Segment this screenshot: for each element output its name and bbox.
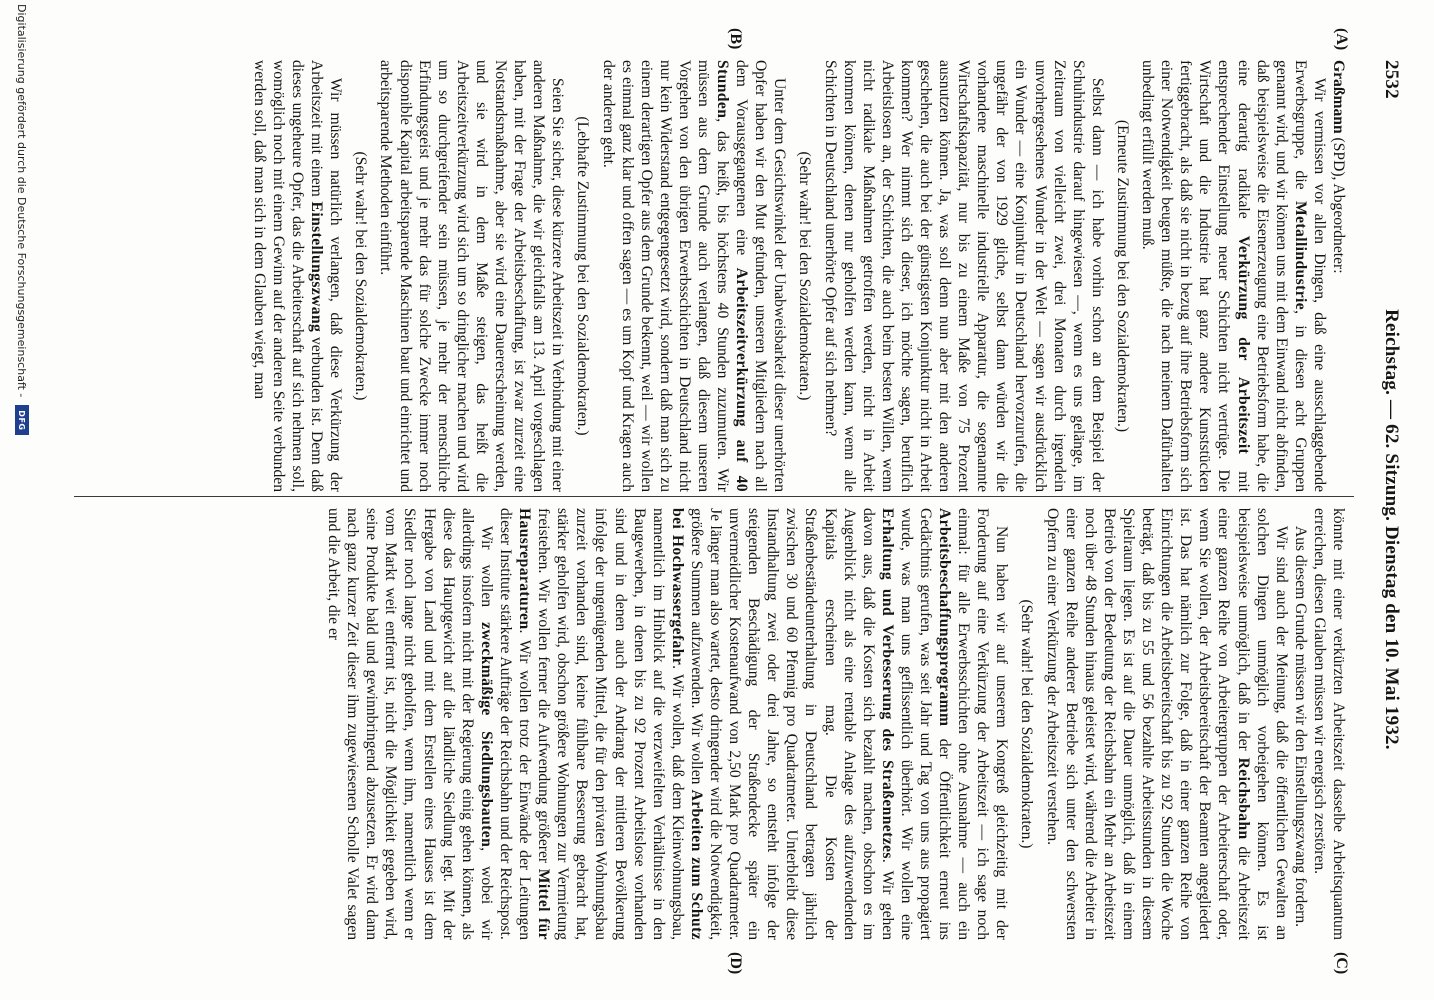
left-column: [98, 60, 1348, 492]
text-run: Wir wollen: [477, 526, 495, 623]
paragraph: [496, 508, 1012, 940]
text-run: Wir sind auch der Meinung, daß die öffentlichen Gewalten an solchen Dingen unmöglich vorbeigehen können. Es ist beispielsweise unmöglich, daß in der: [1234, 508, 1290, 940]
emphasis-text: Arbeitszeitverkürzung auf 40 Stunden: [714, 60, 751, 492]
column-divider: [74, 496, 1354, 497]
emphasis-text: Erhaltung und Verbesserung des Straßennetzes: [878, 508, 896, 859]
emphasis-text: Verkürzung der Arbeitszeit: [1234, 235, 1252, 455]
emphasis-text: Metallindustrie: [1291, 200, 1309, 311]
interjection: (Lebhafte Zustimmung bei den Sozialdemokraten.): [574, 116, 592, 436]
speaker-name: Graßmann: [1330, 60, 1347, 134]
digitization-footer: [10, 0, 34, 1000]
text-run: Wir müssen natürlich verlangen, daß diese Verkürzung der Arbeitszeit mit einem: [308, 60, 345, 492]
text-run: , das heißt, bis höchstens 40 Stunden zuzumuten. Wir müssen aus dem Grunde auch verlangen, daß diesem unseren Vorgehen von den übrigen Erwerbsschichten in Deutschland nicht nur kein Widerstand entgegengesetzt wird, sondern daß man sich zu einem derartigen Opfer aus dem Grunde bekennt, weil — wir wollen es einmal ganz klar und offen sagen — es um Kopf und Kragen auch der anderen geht.: [599, 60, 732, 492]
interjection: (Sehr wahr! bei den Sozialdemokraten.): [352, 151, 370, 401]
text-run: , in diesen acht Gruppen genannt wird, und wir können uns mit dem Einwand nicht abfinden, daß beispielsweise die Eisenerzeugung eine Betriebsform habe, die eine derartig radikale: [1234, 60, 1309, 492]
text-run: verbunden ist. Denn daß dieses ungeheure Opfer, das die Arbeiterschaft auf sich nehmen soll, womöglich noch mit einem Gewinn auf der anderen Seite verbunden werden soll, daß man sich in dem Glauben wiegt, man: [250, 60, 326, 492]
margin-marker-c: (C): [1333, 952, 1350, 975]
header-title: Reichstag. — 62. Sitzung. Dienstag den 10. Mai 1932.: [1381, 309, 1402, 750]
text-run: , wobei wir allerdings insofern nicht mit der Regierung einig gehen können, als diese das Hauptgewicht auf die ländliche Siedlung legt. Mit der Hergabe von Land und mit dem Erstellen eines Hauses ist dem Siedler noch lange nicht geholfen, wenn ihm, namentlich wenn er vom Markt weit entfernt ist, nicht die Möglichkeit gegeben wird, seine Produkte bald und gewinnbringend abzusetzen. Er wird dann nach ganz kurzer Zeit dieser ihm zugewiesenen Scholle Valet sagen und die Arbeit, die er: [325, 508, 495, 940]
text-run: der Öffentlichkeit erneut ins Gedächtnis gerufen, was seit Jahr und Tag von uns aus propagiert wurde, was man uns geflissentlich überhört. Wir wollen eine: [897, 508, 954, 940]
emphasis-text: Mittel für Hausreparaturen: [516, 508, 553, 940]
text-run: Nun haben wir auf unserem Kongreß gleichzeitig mit der Forderung auf eine Verkürzung der Arbeitszeit — ich sage noch einmal: für alle Erwerbsschichten ohne Ausnahme — auch ein: [955, 508, 1011, 940]
interjection: (Sehr wahr! bei den Sozialdemokraten.): [796, 151, 814, 401]
margin-marker-d: (D): [727, 952, 744, 975]
emphasis-text: Einstellungszwang: [308, 201, 326, 333]
speaker-line: [1329, 60, 1348, 492]
right-column: [98, 508, 1348, 940]
margin-marker-a: (A): [1333, 28, 1350, 51]
speaker-party: (SPD), Abgeordneter:: [1330, 133, 1347, 274]
text-run: Wir vermissen vor allen Dingen, daß eine ausschlaggebende Erwerbsgruppe, die: [1291, 60, 1328, 492]
paragraph: [1138, 60, 1329, 492]
text-run: . Wir wollen, daß dem Kleinwohnungsbau, namentlich im Hinblick auf die verzweifelten Verhältnisse in den Baugewerben, in denen bis zu 92 Prozent Arbeitslose vorhanden sind und in denen auch der Andrang der mittleren Bevölkerung infolge der ungenügenden Mittel, die für den privaten Wohnungsbau zurzeit vorhanden sind, keine fühlbare Besserung gebracht hat, stärker geholfen wird, obschon größere Wohnungen zur Vermietung freistehen. Wir wollen ferner die Aufwendung größerer: [535, 508, 686, 940]
text-run: Unter dem Gesichtswinkel der Unabweisbarkeit dieser unerhörten Opfer haben wir den Mut gefunden, unseren Mitgliedern nach all dem Vorausgegangenen eine: [733, 60, 789, 492]
emphasis-text: Arbeitsbeschaffungsprogramm: [936, 508, 954, 727]
margin-marker-b: (B): [727, 28, 744, 50]
paragraph: [250, 60, 345, 492]
paragraph: Selbst dann — ich habe vorhin schon an dem Beispiel der Schuhindustrie darauf hingewiesen —, wenn es uns gelänge, im Zeitraum von vielleicht zwei, drei Monaten durch irgendein unvorhergesehenes Wunder in der Welt — sagen wir ausdrücklich ein Wunder — eine Konjunktur in Deutschland hervorzurufen, die ungefähr der von 1929 gliche, selbst dann würden wir die vorhandene maschinelle industrielle Apparatur, die sogenannte Wirtschaftskapazität, nur bis zu einem Maße von 75 Prozent ausnutzen können. Ja, was soll denn nun aber mit den anderen geschehen, die auch bei der günstigsten Konjunktur nicht in Arbeit kommen? Wer nimmt sich dieser, ich möchte sagen, beruflich Arbeitslosen an, der Schichten, die auch beim besten Willen, wenn nicht radikale Maßnahmen getroffen werden, nicht in Arbeit kommen können, denen nur geholfen werden kann, wenn alle Schichten in Deutschland unerhörte Opfer auf sich nehmen?: [821, 60, 1106, 492]
interjection: (Sehr wahr! bei den Sozialdemokraten.): [1018, 599, 1036, 849]
paragraph: [324, 508, 496, 940]
page-header: [1376, 60, 1406, 940]
emphasis-text: Arbeiten zum Schutz bei Hochwassergefahr: [668, 508, 705, 940]
page-number: 2532: [1381, 60, 1402, 99]
interjection: (Erneute Zustimmung bei den Sozialdemokraten.): [1113, 119, 1131, 433]
emphasis-text: zweckmäßige Siedlungsbauten: [477, 622, 495, 848]
text-run: . Wir gehen davon aus, daß die Kosten sich bezahlt machen, obschon es im Augenblick nicht als eine rentable Anlage des aufzuwendenden Kapitals erscheinen mag. Die Kosten der Straßenbeständeunterhaltung in Deutschland betragen jährlich zwischen 30 und 60 Pfennig pro Quadratmeter. Unterbleibt diese Instandhaltung zwei oder drei Jahre, so entsteht infolge der steigenden Beschädigung der Straßendecke später ein unvermeidlicher Kostenaufwand von 2,50 Mark pro Quadratmeter. Je länger man also wartet, desto dringender wird die Notwendigkeit, größere Summen aufzuwenden. Wir wollen: [687, 508, 896, 940]
emphasis-text: Reichsbahn: [1234, 757, 1252, 840]
paragraph: [598, 60, 789, 492]
dfg-logo-icon: DFG: [15, 405, 29, 435]
paragraph: Aus diesem Grunde müssen wir den Einstellungszwang fordern.: [1291, 526, 1309, 928]
paragraph: [1043, 508, 1291, 940]
text-run: mit entsprechender Einstellung neuer Schichten nicht vertrüge. Die Wirtschaft und die Industrie hat ganz andere Kunststücken fertiggebracht, als daß sie nicht in bezug auf ihre Betriebsform sich einer Notwendigkeit beugen müßte, die nach meinem Dafürhalten unbedingt erfüllt werden muß.: [1139, 60, 1252, 492]
footer-text: Digitalisierung gefördert durch die Deutsche Forschungsgemeinschaft -: [15, 4, 29, 398]
text-run: die Arbeitszeit einer ganzen Reihe von Arbeitergruppen der Arbeiterschaft oder, wenn Sie wollen, der Arbeitsbereitschaft der Beamten angegliedert ist. Das hat nämlich zur Folge, daß in einer ganzen Reihe von Einrichtungen die Arbeitsbereitschaft bis zu 92 Stunden die Woche beträgt, daß bis zu 55 und 56 bezahlte Arbeitsstunden in diesem Spielraum liegen. Es ist auf die Dauer unmöglich, daß in einem Betrieb von der Bedeutung der Reichsbahn ein Mehr an Arbeitszeit noch über 48 Stunden hinaus geleistet wird, während die Arbeiter in einer ganzen Reihe anderer Betriebe sich unter den schwersten Opfern zu einer Verkürzung der Arbeitszeit verstehen.: [1043, 508, 1252, 940]
paragraph: könnte mit einer verkürzten Arbeitszeit dasselbe Arbeitsquantum erreichen, diesen Glauben müssen wir energisch zerstören.: [1310, 508, 1347, 940]
text-run: . Wir wollen trotz der Einwände der Leitungen dieser Institute stärkere Aufträge der Reichsbahn und der Reichspost.: [496, 508, 534, 940]
paragraph: Seien Sie sicher, diese kürzere Arbeitszeit in Verbindung mit einer anderen Maßnahme, die wir gleichfalls am 13. April vorgeschlagen haben, mit der Frage der Arbeitsbeschaffung, ist zwar zurzeit eine Notstandsmaßnahme, aber sie wird eine Dauererscheinung werden, und sie wird in dem Maße steigen, das heißt die Arbeitszeitverkürzung wird sich um so dringlicher machen und wird um so durchgreifender sein müssen, je mehr der menschliche Erfindungsgeist und je mehr das für solche Zwecke immer noch disponible Kapital arbeitsparende Maschinen baut und einrichtet und arbeitsparende Methoden einführt.: [377, 60, 567, 492]
